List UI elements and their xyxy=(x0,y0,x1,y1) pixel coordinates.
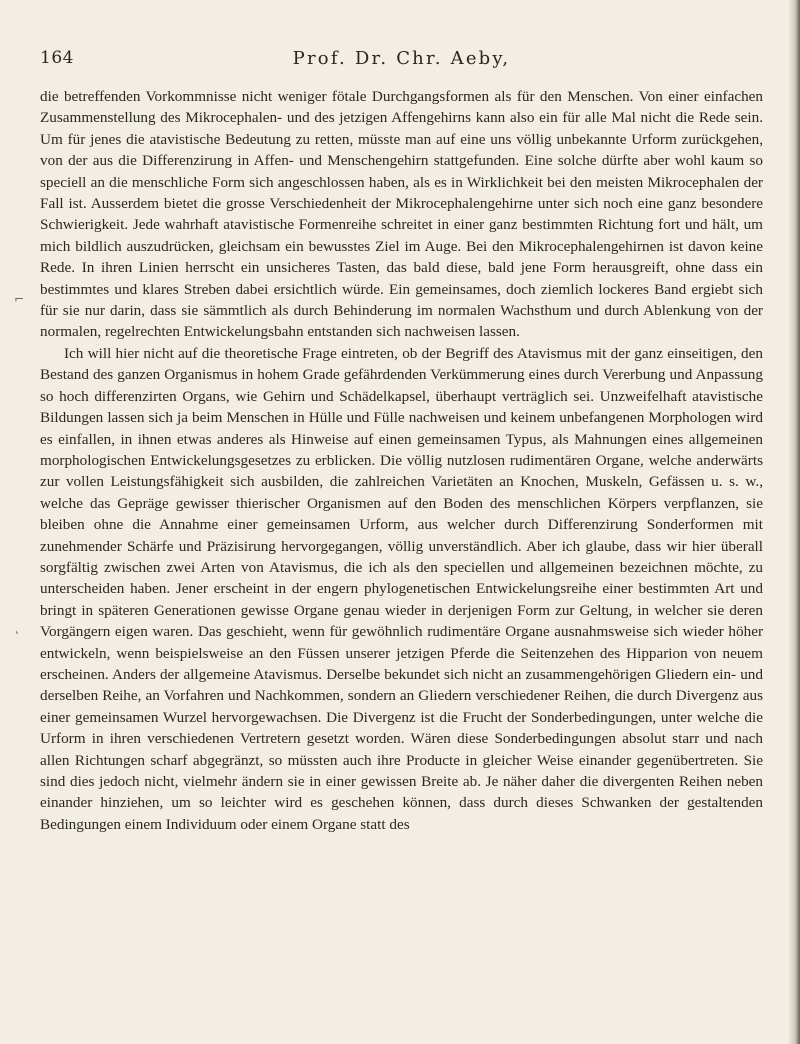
paragraph-2: Ich will hier nicht auf die theoretische Frage eintreten, ob der Begriff des Atavismus mit der ganz einseitigen, den Bestand des ganzen Organismus in hohem Grade gefährdenden Verkümmerung eines durch Vererbung und Anpassung so hoch differenzirten Organs, wie Gehirn und Schädelkapsel, überhaupt verträglich sei. Unzweifelhaft atavistische Bildungen lassen sich ja beim Menschen in Hülle und Fülle nachweisen und keinem unbefangenen Morphologen wird es einfallen, in ihnen etwas anderes als Hinweise auf einen gemeinsamen Typus, als Mahnungen eines allgemeinen morphologischen Entwickelungsgesetzes zu erblicken. Die völlig nutzlosen rudimentären Organe, welche anderwärts zur vollen Leistungsfähigkeit sich ausbilden, die zahlreichen Varietäten an Knochen, Muskeln, Gefässen u. s. w., welche das Gepräge gewisser thierischer Organismen auf den Boden des menschlichen Körpers verpflanzen, sie bleiben ohne die Annahme einer gemeinsamen Urform, aus welcher durch Differenzirung Sonderformen mit zunehmender Schärfe und Präzisirung hervorgegangen, völlig unverständlich. Aber ich glaube, dass wir hier überall sorgfältig zwischen zwei Arten von Atavismus, die ich als den speciellen und allgemeinen bezeichnen möchte, zu unterscheiden haben. Jener erscheint in der engern phylogenetischen Entwickelungsreihe einer bestimmten Art und bringt in späteren Generationen gewisse Organe genau wieder in derjenigen Form zur Geltung, in welcher sie deren Vorgängern eigen waren. Das geschieht, wenn für gewöhnlich rudimentäre Organe ausnahmsweise sich wieder höher entwickeln, wenn beispielsweise an den Füssen unserer jetzigen Pferde die Seitenzehen des Hipparion von neuem erscheinen. Anders der allgemeine Atavismus. Derselbe bekundet sich nicht an zusammengehörigen Gliedern ein- und derselben Reihe, an Vorfahren und Nachkommen, sondern an Gliedern verschiedener Reihen, die durch Divergenz aus einer gemeinsamen Wurzel hervorgewachsen. Die Divergenz ist die Frucht der Sonderbedingungen, unter welche die Urform in ihren verschiedenen Vertretern gesetzt worden. Wären diese Sonderbedingungen absolut starr und nach allen Richtungen scharf abgegränzt, so müssten auch ihre Producte in gleicher Weise einander gegenübertreten. Sie sind dies jedoch nicht, vielmehr ändern sie in einer gewissen Breite ab. Je näher daher die divergenten Reihen neben einander hinziehen, um so leichter wird es geschehen können, dass durch dieses Schwanken der gestaltenden Bedingungen einem Individuum oder einem Organe statt des xyxy=(40,344,763,833)
margin-tick-mark: ⌐ xyxy=(14,292,25,306)
margin-tick-mark: ˛ xyxy=(14,620,20,634)
page-edge-shadow xyxy=(788,0,800,1044)
running-head-title: Prof. Dr. Chr. Aeby, xyxy=(292,48,511,69)
body-text xyxy=(40,86,763,835)
paragraph-1: die betreffenden Vorkommnisse nicht weniger fötale Durchgangsformen als für den Menschen. Von einer einfachen Zusammenstellung des Mikrocephalen- und des jetzigen Affengehirns kann also ein für alle Mal nicht die Rede sein. Um für jenes die atavistische Bedeutung zu retten, müsste man auf eine uns völlig unbekannte Urform zurückgehen, von der aus die Differenzirung in Affen- und Menschengehirn stattgefunden. Eine solche dürfte aber wohl kaum so speciell an die menschliche Form sich angeschlossen haben, als es in Wirklichkeit bei den meisten Mikrocephalen der Fall ist. Ausserdem bietet die grosse Verschiedenheit der Mikrocephalengehirne unter sich noch eine ganz besondere Schwierigkeit. Jede wahrhaft atavistische Formenreihe schreitet in einer ganz bestimmten Richtung fort und hält, um mich bildlich auszudrücken, gleichsam ein bewusstes Ziel im Auge. Bei den Mikrocephalengehirnen ist davon keine Rede. In ihren Linien herrscht ein unsicheres Tasten, das bald diese, bald jene Form herausgreift, ohne dass ein bestimmtes und klares Streben dabei ersichtlich würde. Ein gemeinsames, doch ziemlich lockeres Band ergiebt sich für sie nur darin, dass sie sämmtlich als durch Behinderung im normalen Wachsthum und durch Ablenkung von der normalen, regelrechten Entwickelungsbahn entstanden sich nachweisen lassen. xyxy=(40,88,763,341)
running-head xyxy=(40,48,763,72)
page-number: 164 xyxy=(40,48,74,68)
